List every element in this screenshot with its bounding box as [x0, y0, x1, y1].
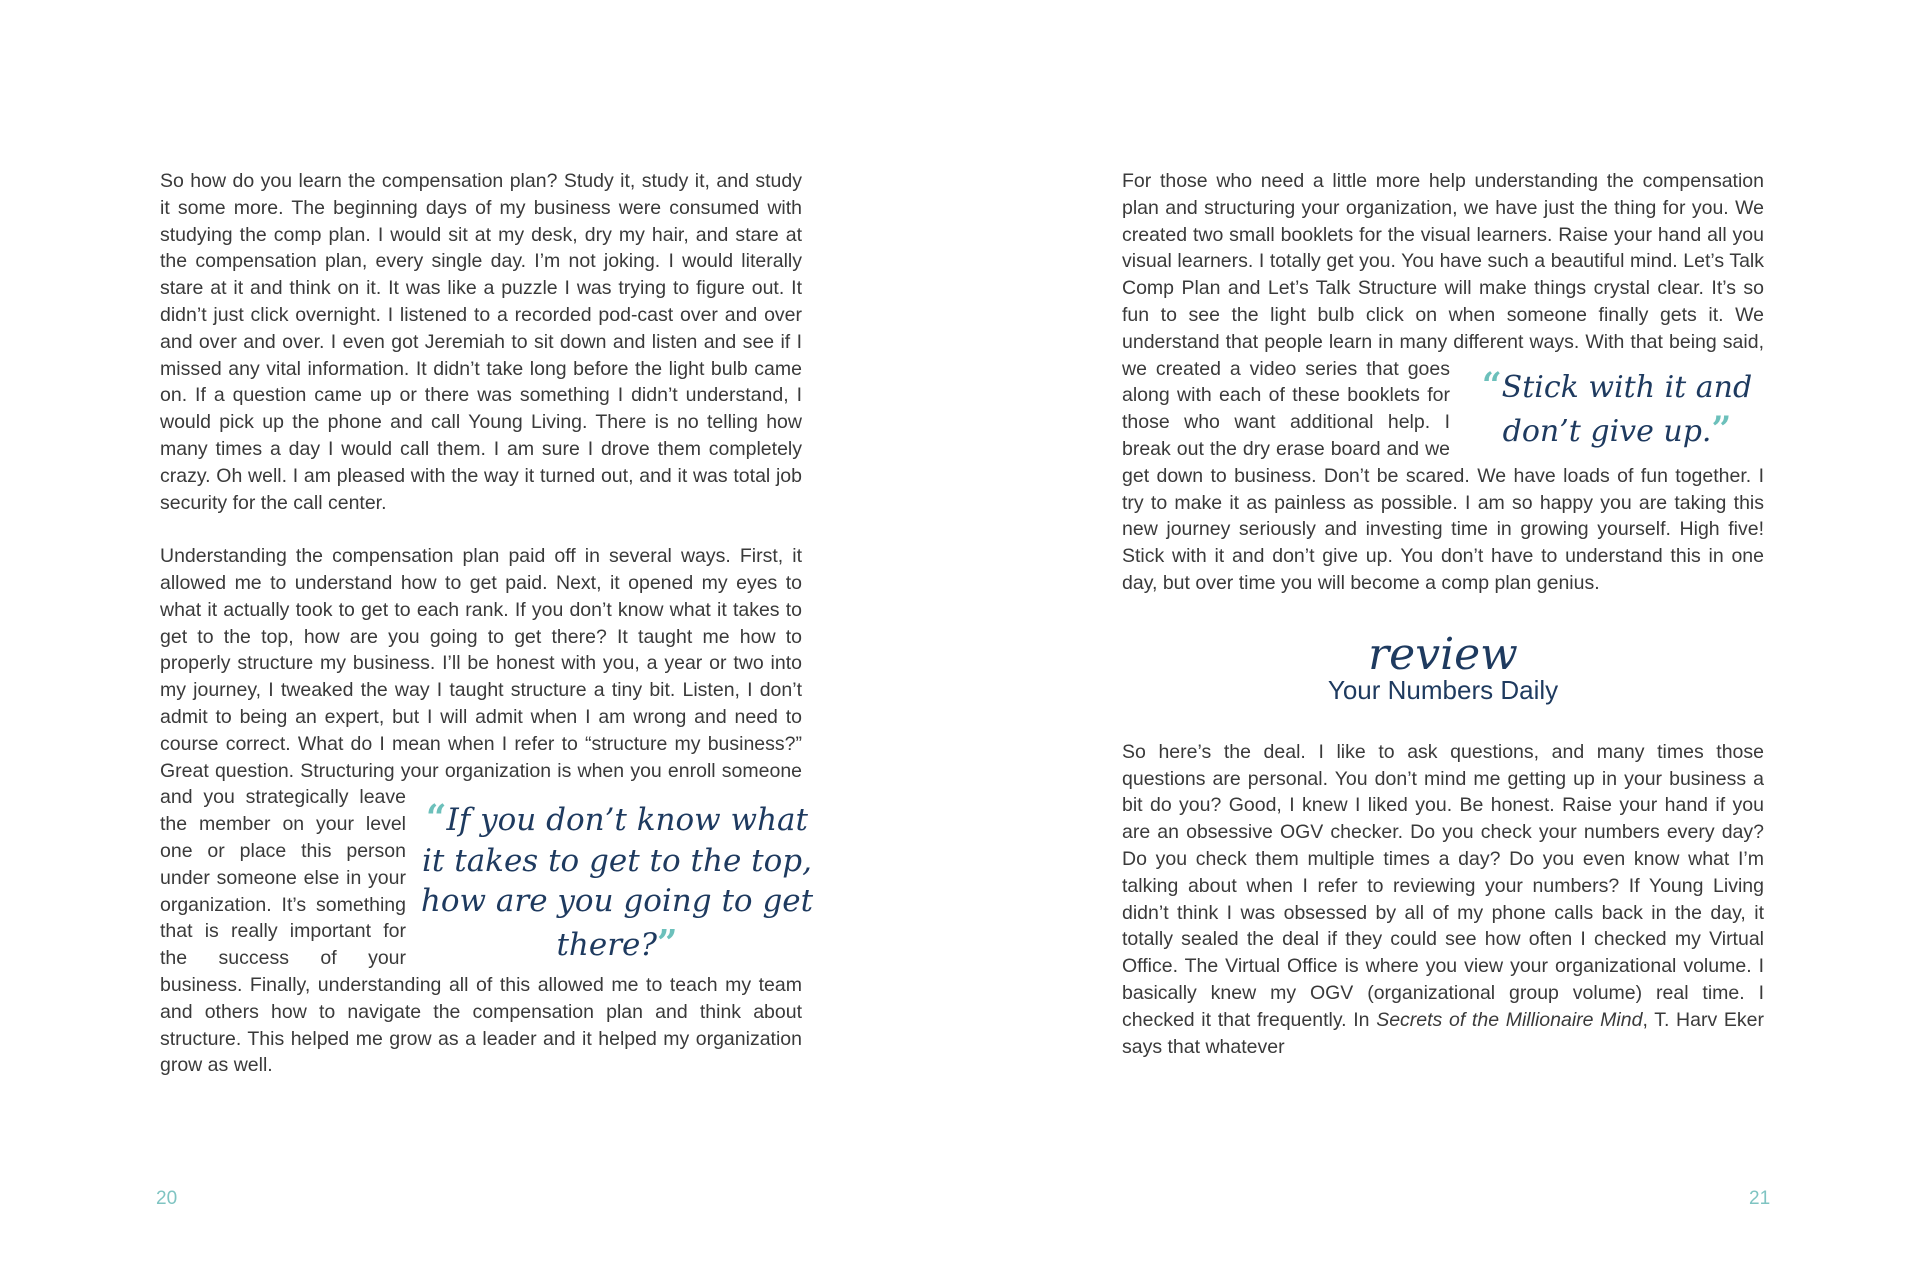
last-line-prefix: In — [1353, 1008, 1377, 1031]
left-paragraph-2-lead: Understanding the compensation plan paid off in several ways. First, it allowed me to understand how to get paid. Next, it opened my eyes to what it actually took to get to each rank. If you don’t know what it takes to get to the top, how are you going to get there? It taught me how to properly structure my business. I’ll be honest with you, a year or two into my journey, I tweaked the way I taught structure a tiny bit. Listen, I don’t admit to being an expert, but I will admit when I am wrong and need to course correct. What do I mean when I refer to “structure my business?” Great question. Structuring your organization is when — [160, 545, 802, 782]
left-pull-quote — [416, 796, 818, 967]
right-paragraph-1-continued: being said, we created a video series that goes along with each of these booklets for those who want additional help. I break out the dry erase board and we get down to business. Don’t be scared. We have loads of fun together. I try to make it as painless as possible. I am so happy you are taking this new journey seriously and investing time in growing yourself. High five! Stick with it and don’t give up. You don’t have to understand this in one day, but over time you will become a comp plan genius. — [1122, 330, 1764, 594]
last-line-suffix: , T. Harv Eker says that whatever — [1122, 1008, 1764, 1058]
right-paragraph-1-lead: For those who need a little more help understanding the compensation plan and structuring your organization, we have just the thing for you. We created two small booklets for the visual learners. Raise your hand all you visual learners. I totally get you. You have such a beautiful mind. Let’s Talk Comp Plan and Let’s Talk Structure will make things crystal clear. It’s so fun to see the light bulb click on when someone finally gets it. We understand that people learn in many different ways. With that — [1122, 170, 1764, 353]
page-number-right: 21 — [1749, 1188, 1771, 1209]
left-pull-quote-text: If you don’t know what it takes to get to the top, how are you going to get there? — [420, 802, 814, 964]
right-pull-quote-text: Stick with it and don’t give up. — [1501, 369, 1753, 449]
close-quote-icon: ” — [657, 923, 678, 965]
book-title: Secrets of the Millionaire Mind — [1376, 1008, 1643, 1031]
page-number-left: 20 — [156, 1188, 178, 1209]
right-page — [960, 0, 1920, 1280]
left-paragraph-2 — [160, 543, 814, 1079]
open-quote-icon: “ — [1481, 365, 1502, 406]
section-heading — [1122, 628, 1764, 705]
close-quote-icon: ” — [1711, 409, 1732, 450]
right-pull-quote — [1462, 364, 1772, 452]
right-paragraph-2-text: So here’s the deal. I like to ask questions, and many times those questions are personal. You don’t mind me getting up in your business a bit do you? Good, I knew I liked you. Be honest. Raise your hand if you are an obsessive OGV checker. Do you check your numbers every day? Do you check them multiple times a day? Do you even know what I’m talking about when I refer to reviewing your numbers? If Young Living didn’t think I was obsessed by all of my phone calls back in the day, it totally sealed the deal if they could see how often I checked my Virtual Office. The Virtual Office is where you view your organizational volume. I basically knew my OGV (organizational group volume) real time. I checked it that frequently. — [1122, 740, 1764, 1031]
heading-subtitle: Your Numbers Daily — [1327, 674, 1559, 705]
right-paragraph-2 — [1122, 739, 1764, 1061]
left-paragraph-2-continued: you enroll someone and you strategically leave the member on your level one or place this person under someone else in your organization. It’s something that is really important for the success of your business. Finally, understanding all of this allowed me to teach my team and others how to navigate the compensation plan and think about structure. This helped me grow as a leader and it helped my organization grow as well. — [160, 759, 803, 1077]
heading-script-word: review — [1368, 628, 1518, 680]
right-text-column — [1122, 168, 1764, 1060]
open-quote-icon: “ — [426, 798, 447, 840]
right-paragraph-1 — [1122, 168, 1764, 597]
left-paragraph-1: So how do you learn the compensation plan? Study it, study it, and study it some more. The beginning days of my business were consumed with studying the comp plan. I would sit at my desk, dry my hair, and stare at the compensation plan, every single day. I’m not joking. I would literally stare at it and think on it. It was like a puzzle I was trying to figure out. It didn’t just click overnight. I listened to a recorded pod-cast over and over and over and over. I even got Jeremiah to sit down and listen and see if I missed any vital information. It didn’t take long before the light bulb came on. If a question came up or there was something I didn’t understand, I would pick up the phone and call Young Living. There is no telling how many times a day I would call them. I am sure I drove them completely crazy. Oh well. I am pleased with the way it turned out, and it was total job security for the call center. — [160, 170, 802, 514]
left-text-column — [160, 168, 814, 1079]
